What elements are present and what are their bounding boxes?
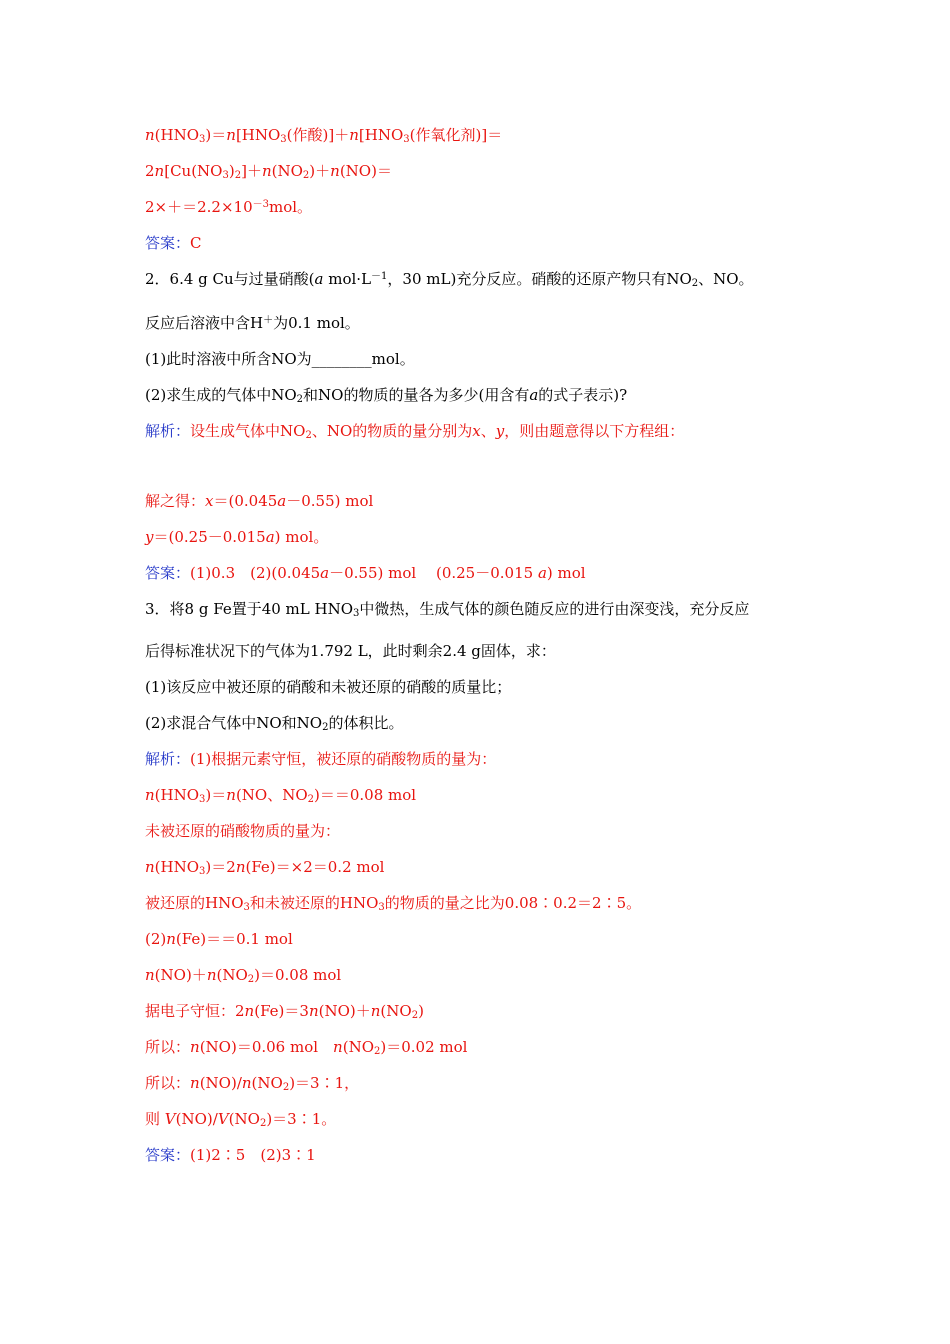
text-run: (NO: [342, 1038, 374, 1056]
text-run: [Cu(NO: [164, 162, 223, 180]
text-run: n: [330, 162, 340, 180]
text-run: 2: [247, 974, 255, 985]
analysis-q2-x-solution: [145, 490, 373, 512]
analysis-q3-gas-moles: [145, 1036, 467, 1058]
analysis-q3-unreduced-heading: [145, 820, 340, 842]
text-run: )＝0.08 mol: [254, 966, 342, 984]
text-run: y: [495, 422, 505, 440]
text-run: 设生成气体中NO: [190, 422, 306, 440]
text-run: ) mol。: [274, 528, 329, 546]
text-run: 3: [280, 134, 287, 145]
solution-line-hno3-total: [145, 124, 502, 146]
text-run: (HNO: [154, 126, 200, 144]
text-run: a: [320, 564, 330, 582]
text-run: ): [418, 1002, 424, 1020]
text-run: )＝0.02 mol: [380, 1038, 468, 1056]
analysis-q3-volume-ratio: [145, 1108, 336, 1130]
analysis-q3-electron-balance: [145, 1000, 424, 1022]
text-run: 的体积比。: [328, 714, 404, 732]
text-run: n: [241, 1074, 252, 1092]
text-run: 3: [199, 866, 206, 877]
text-run: (2): [145, 930, 167, 948]
text-run: ＝(0.25－0.015: [153, 528, 266, 546]
text-run: (NO)＋: [154, 966, 207, 984]
text-run: C: [190, 234, 202, 252]
text-run: n: [235, 858, 246, 876]
section-label: 答案：: [145, 234, 191, 252]
section-label: 答案：: [145, 1146, 191, 1164]
text-run: (NO)＝: [339, 162, 392, 180]
text-run: 中微热，生成气体的颜色随反应的进行由深变浅，充分反应: [359, 600, 750, 618]
text-run: 和NO的物质的量各为多少(用含有: [303, 386, 530, 404]
question-3-stem: [145, 598, 749, 620]
text-run: mol·L: [323, 270, 372, 288]
solution-line-hno3-expansion: [145, 160, 392, 182]
text-run: 解之得：: [145, 492, 206, 510]
analysis-q3-mole-ratio: [145, 1072, 359, 1094]
text-run: (2)求混合气体中NO和NO: [145, 714, 323, 732]
analysis-q3-intro: [145, 748, 496, 770]
text-run: y: [145, 528, 154, 546]
text-run: (NO)＋: [318, 1002, 371, 1020]
text-run: (NO)/: [199, 1074, 242, 1092]
text-run: 2: [374, 1046, 381, 1057]
question-3-part-2: [145, 712, 403, 734]
text-run: ，30 mL)充分反应。硝酸的还原产物只有NO: [387, 270, 692, 288]
text-run: (1)此时溶液中所含NO为________mol。: [145, 350, 415, 368]
text-run: n: [190, 1074, 200, 1092]
text-run: n: [261, 162, 272, 180]
text-run: 2: [307, 794, 315, 805]
question-2-part-2: [145, 384, 627, 406]
text-run: 2: [282, 1082, 290, 1093]
text-run: 后得标准状况下的气体为1.792 L，此时剩余2.4 g固体，求：: [145, 642, 556, 660]
text-run: 2: [305, 430, 312, 441]
text-run: 则: [145, 1110, 165, 1128]
section-label: 解析：: [145, 750, 191, 768]
text-run: ) mol: [546, 564, 586, 582]
text-run: (NO: [216, 966, 248, 984]
text-run: n: [145, 966, 155, 984]
text-run: n: [145, 786, 155, 804]
text-run: n: [145, 126, 155, 144]
text-run: 3．将8 g Fe置于40 mL HNO: [145, 600, 354, 618]
text-run: ]＋: [241, 162, 262, 180]
question-2-part-1: [145, 348, 415, 370]
text-run: 2: [691, 278, 699, 289]
text-run: 的式子表示)?: [538, 386, 628, 404]
text-run: [HNO: [235, 126, 281, 144]
text-run: 反应后溶液中含H: [145, 314, 264, 332]
text-run: n: [349, 126, 359, 144]
text-run: )＝: [205, 786, 227, 804]
text-run: －0.55) mol (0.25－0.015: [329, 564, 538, 582]
text-run: )＝2: [205, 858, 236, 876]
text-run: 3: [378, 902, 385, 913]
text-run: a: [314, 270, 324, 288]
text-run: (1)0.3 (2)(0.045: [190, 564, 321, 582]
text-run: (Fe)＝＝0.1 mol: [175, 930, 293, 948]
text-run: 、NO的物质的量分别为: [311, 422, 473, 440]
text-run: a: [265, 528, 275, 546]
text-run: n: [190, 1038, 200, 1056]
text-run: (HNO: [154, 858, 200, 876]
text-run: (HNO: [154, 786, 200, 804]
text-run: x: [472, 422, 481, 440]
analysis-q3-unreduced-hno3: [145, 856, 384, 878]
text-run: 3: [199, 794, 206, 805]
analysis-q2-y-solution: [145, 526, 328, 548]
text-run: (NO: [228, 1110, 260, 1128]
text-run: (1)该反应中被还原的硝酸和未被还原的硝酸的质量比；: [145, 678, 512, 696]
text-run: －1: [371, 271, 388, 282]
text-run: a: [529, 386, 539, 404]
text-run: (1)根据元素守恒，被还原的硝酸物质的量为：: [190, 750, 497, 768]
text-run: 3: [199, 134, 206, 145]
answer-q1: [145, 232, 202, 254]
text-run: 和未被还原的HNO: [249, 894, 379, 912]
question-2-stem-continued: [145, 312, 360, 334]
text-run: 3: [353, 608, 360, 619]
text-run: )＋: [309, 162, 331, 180]
text-run: n: [226, 126, 236, 144]
question-3-part-1: [145, 676, 511, 698]
text-run: n: [226, 786, 236, 804]
text-run: (NO: [271, 162, 303, 180]
text-run: ): [228, 162, 235, 180]
text-run: x: [205, 492, 214, 510]
text-run: )＝＝0.08 mol: [314, 786, 417, 804]
section-label: 解析：: [145, 422, 191, 440]
text-run: ＋: [263, 315, 274, 326]
text-run: 2: [302, 170, 310, 181]
text-run: V: [164, 1110, 176, 1128]
analysis-q2-intro: [145, 420, 684, 442]
text-run: )＝3∶1。: [266, 1110, 337, 1128]
analysis-q3-ratio: [145, 892, 641, 914]
text-run: (NO: [251, 1074, 283, 1092]
text-run: 据电子守恒：2: [145, 1002, 245, 1020]
text-run: 2: [296, 394, 304, 405]
text-run: 、NO。: [698, 270, 754, 288]
text-run: ＝(0.045: [213, 492, 278, 510]
text-run: ，则由题意得以下方程组：: [504, 422, 685, 440]
text-run: 3: [243, 902, 250, 913]
text-run: 的物质的量之比为0.08∶0.2＝2∶5。: [384, 894, 642, 912]
text-run: 2×＋＝2.2×10: [145, 198, 253, 216]
text-run: 2: [259, 1118, 267, 1129]
text-run: (NO、NO: [235, 786, 308, 804]
text-run: (2)求生成的气体中NO: [145, 386, 297, 404]
text-run: 2: [322, 722, 329, 733]
text-run: (Fe)＝×2＝0.2 mol: [245, 858, 385, 876]
text-run: (作氧化剂)]＝: [409, 126, 503, 144]
text-run: )＝3∶1，: [289, 1074, 360, 1092]
text-run: a: [277, 492, 287, 510]
text-run: n: [145, 858, 155, 876]
text-run: n: [333, 1038, 343, 1056]
text-run: (1)2∶5 (2)3∶1: [190, 1146, 316, 1164]
text-run: 2: [234, 170, 242, 181]
analysis-q3-gas-total: [145, 964, 341, 986]
question-3-stem-continued: [145, 640, 556, 662]
text-run: 被还原的HNO: [145, 894, 244, 912]
text-run: [HNO: [358, 126, 404, 144]
text-run: n: [154, 162, 165, 180]
text-run: (Fe)＝3: [254, 1002, 309, 1020]
text-run: (作酸)]＋: [286, 126, 350, 144]
text-run: －0.55) mol: [286, 492, 374, 510]
analysis-q3-fe-moles: [145, 928, 293, 950]
text-run: (NO)＝0.06 mol: [199, 1038, 334, 1056]
text-run: 所以：: [145, 1074, 191, 1092]
text-run: V: [217, 1110, 229, 1128]
text-run: (NO)/: [175, 1110, 218, 1128]
text-run: )＝: [205, 126, 227, 144]
text-run: mol。: [269, 198, 313, 216]
text-run: 2: [411, 1010, 419, 1021]
text-run: (NO: [380, 1002, 412, 1020]
analysis-q3-reduced-hno3: [145, 784, 416, 806]
solution-line-hno3-result: [145, 196, 312, 218]
text-run: n: [308, 1002, 319, 1020]
text-run: 未被还原的硝酸物质的量为：: [145, 822, 341, 840]
text-run: n: [370, 1002, 381, 1020]
text-run: 3: [403, 134, 410, 145]
text-run: 3: [222, 170, 229, 181]
text-run: －3: [252, 199, 269, 210]
answer-q2: [145, 562, 586, 584]
text-run: 所以：: [145, 1038, 191, 1056]
text-run: 、: [480, 422, 496, 440]
text-run: a: [537, 564, 547, 582]
answer-q3: [145, 1144, 316, 1166]
text-run: 为0.1 mol。: [273, 314, 360, 332]
section-label: 答案：: [145, 564, 191, 582]
question-2-stem: [145, 268, 754, 290]
text-run: n: [166, 930, 176, 948]
text-run: 2: [145, 162, 155, 180]
text-run: n: [244, 1002, 255, 1020]
text-run: 2．6.4 g Cu与过量硝酸(: [145, 270, 315, 288]
text-run: n: [206, 966, 217, 984]
